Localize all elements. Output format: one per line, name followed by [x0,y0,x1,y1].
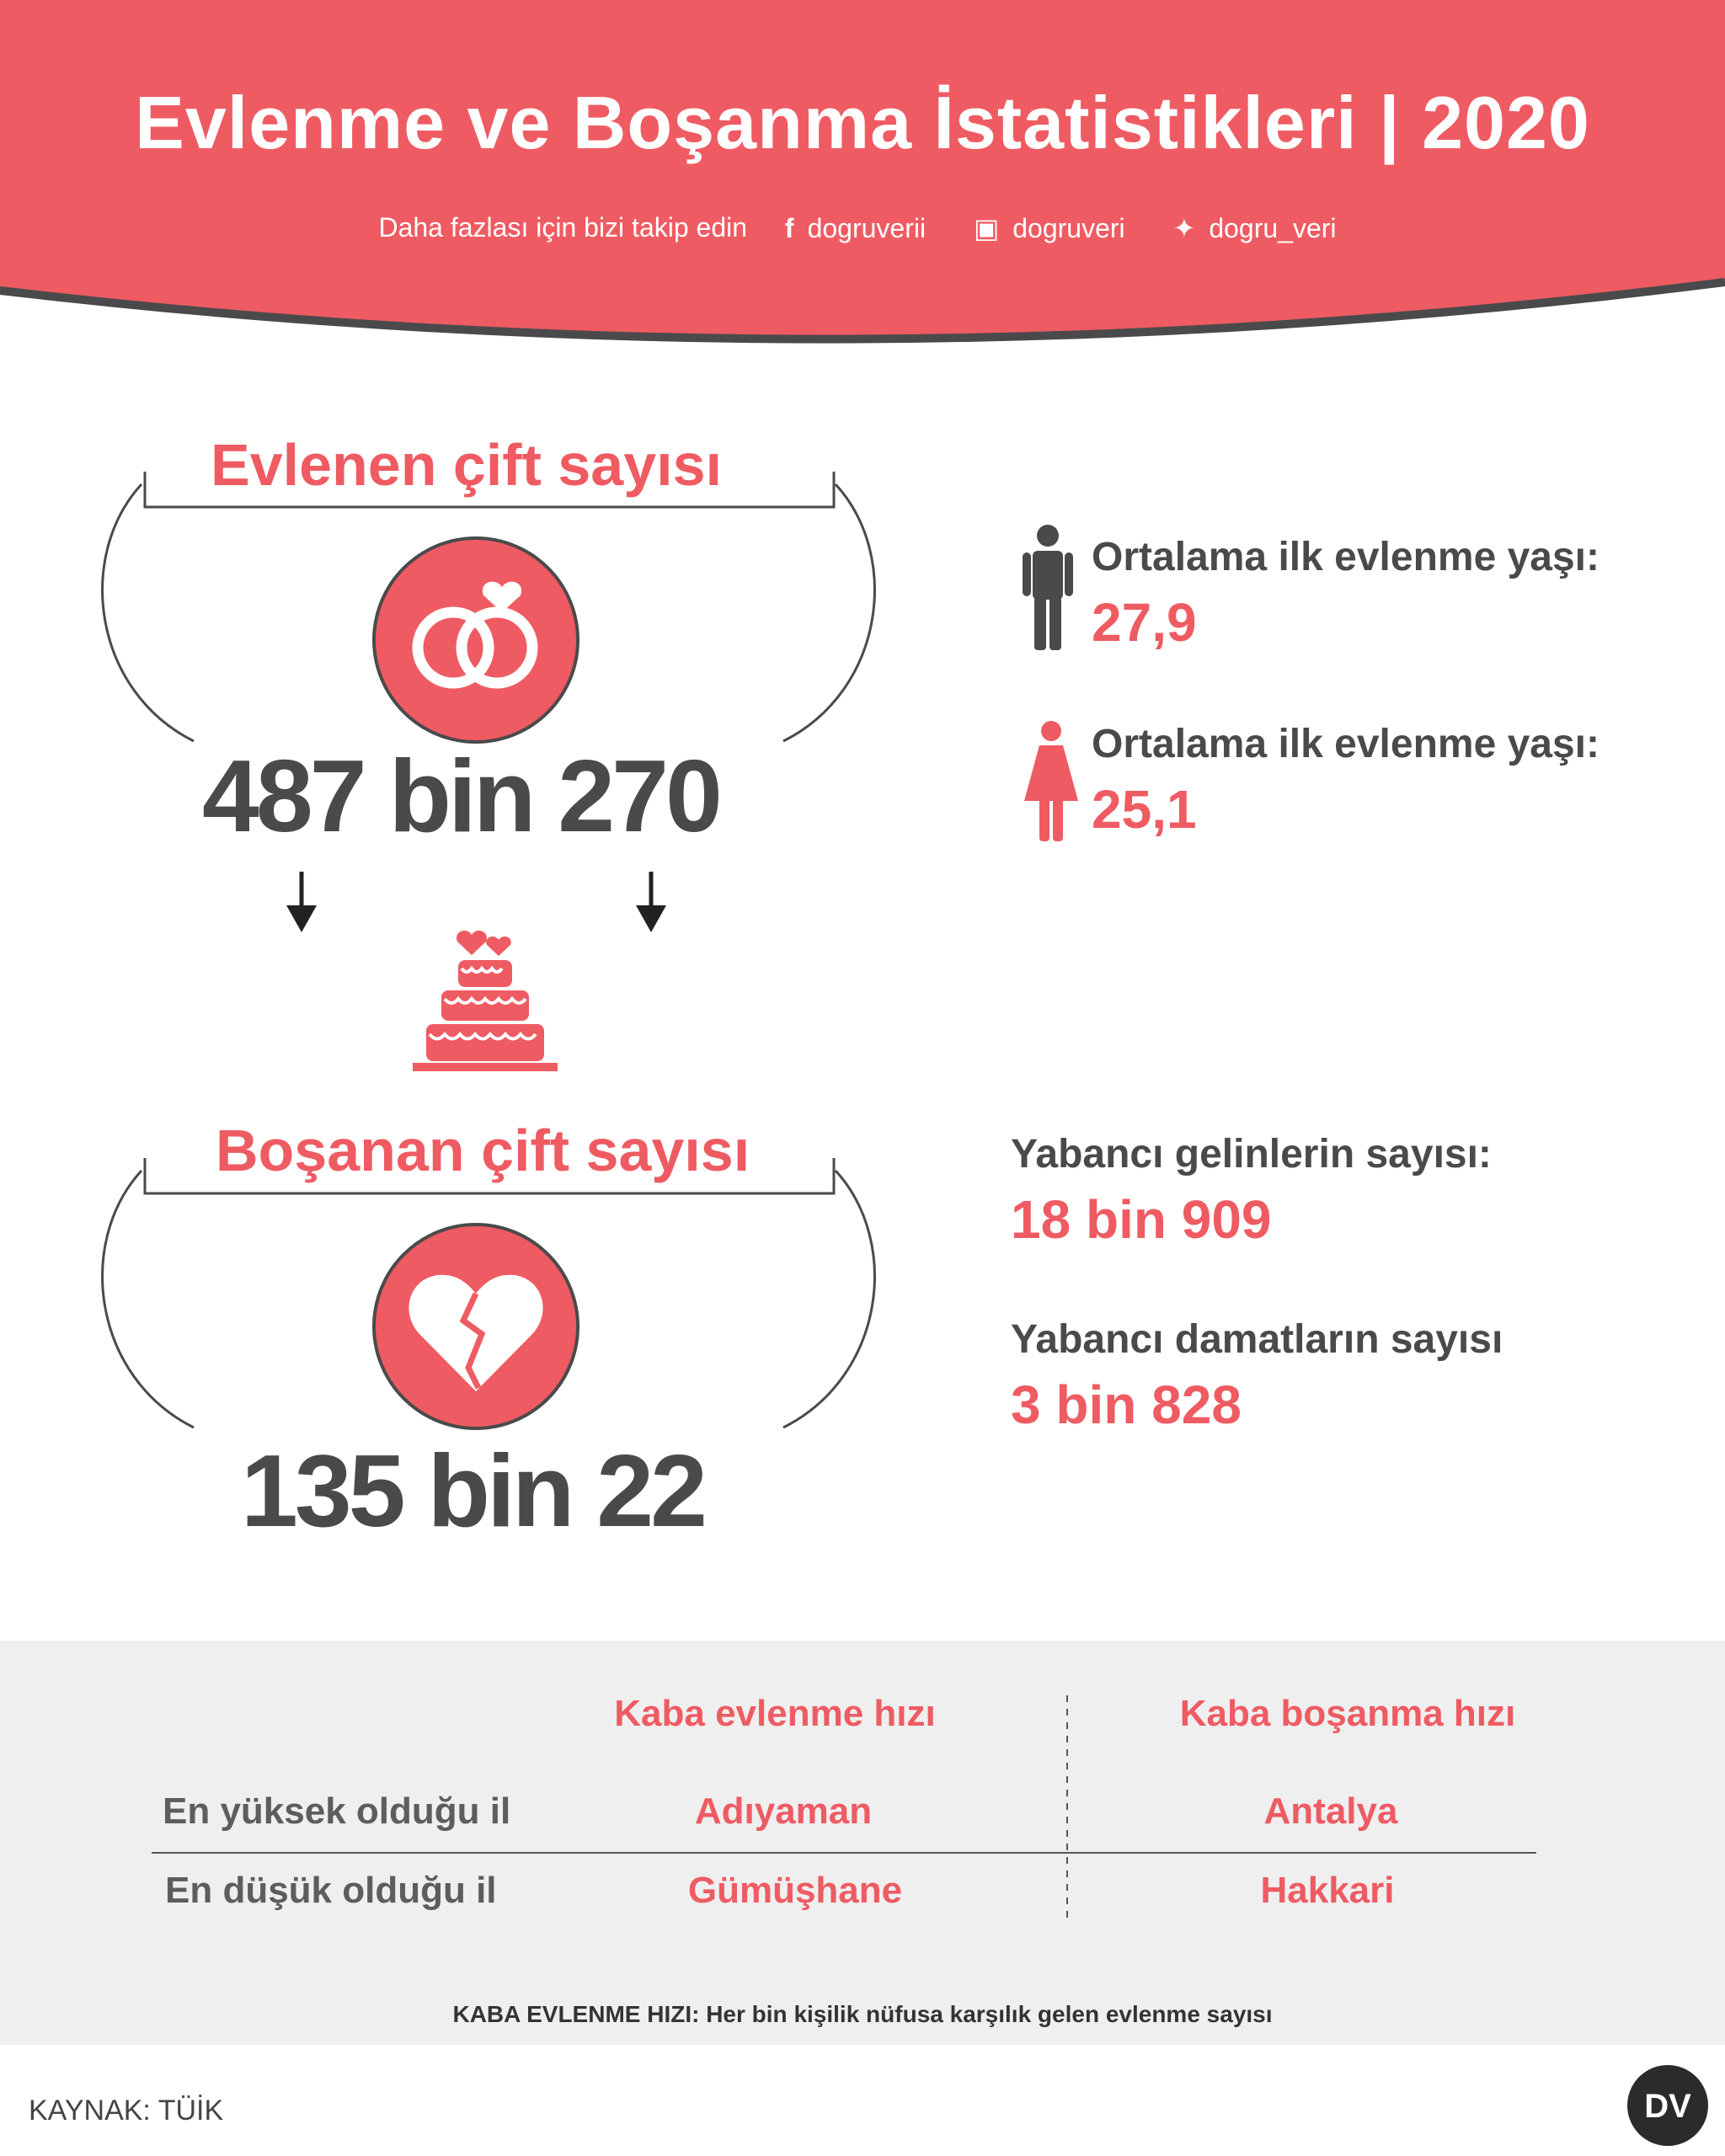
divorce-title: Boşanan çift sayısı [216,1118,750,1183]
logo-text: DV [1644,2088,1691,2125]
wedding-rings-icon [376,540,576,740]
col-header-divorce-rate: Kaba boşanma hızı [1179,1693,1516,1734]
foreign-grooms-label: Yabancı damatların sayısı [1011,1317,1503,1362]
wedding-cake-icon [411,918,559,1078]
instagram-handle: dogruveri [1012,212,1125,243]
header-banner [0,0,1725,371]
cell-highest-divorce: Antalya [1263,1790,1398,1832]
man-icon [1021,524,1075,652]
twitter-handle: dogru_veri [1209,212,1337,243]
social-facebook[interactable] [775,211,936,244]
marriage-count: 487 bin 270 [202,739,719,853]
twitter-icon: ✦ [1172,213,1196,244]
divorce-circle [372,1223,579,1430]
down-arrow-icon [636,872,666,932]
broken-heart-icon [376,1226,576,1427]
cell-lowest-divorce: Hakkari [1260,1870,1395,1911]
foreign-grooms-value: 3 bin 828 [1011,1374,1242,1435]
source-credit: KAYNAK: TÜİK [29,2095,224,2127]
facebook-icon: f [784,213,794,244]
foreign-brides-label: Yabancı gelinlerin sayısı: [1011,1132,1492,1177]
social-twitter[interactable] [1163,211,1347,245]
facebook-handle: dogruverii [807,213,927,244]
woman-icon [1023,720,1080,842]
follow-text: Daha fazlası için bizi takip edin [378,212,748,243]
social-bar [0,211,1725,244]
marriage-circle [372,536,579,744]
female-age-label: Ortalama ilk evlenme yaşı: [1092,722,1599,766]
social-instagram[interactable] [964,211,1135,245]
marriage-title: Evlenen çift sayısı [211,432,722,498]
cell-lowest-marriage: Gümüşhane [687,1870,903,1911]
dogruveri-logo [1626,2063,1710,2148]
row-label-highest: En yüksek olduğu il [163,1790,511,1832]
male-age-label: Ortalama ilk evlenme yaşı: [1092,535,1599,579]
footnote: KABA EVLENME HIZI: Her bin kişilik nüfusa karşılık gelen evlenme sayısı [452,2001,1273,2027]
female-age-value: 25,1 [1092,779,1197,840]
row-label-lowest: En düşük olduğu il [165,1870,497,1911]
cell-highest-marriage: Adıyaman [694,1790,873,1832]
instagram-icon: ▣ [973,213,1000,244]
foreign-brides-value: 18 bin 909 [1011,1189,1272,1250]
divorce-count: 135 bin 22 [241,1433,704,1548]
col-header-marriage-rate: Kaba evlenme hızı [614,1693,936,1734]
male-age-value: 27,9 [1092,592,1197,653]
down-arrow-icon [286,872,317,932]
page-title: Evlenme ve Boşanma İstatistikleri | 2020 [135,81,1590,164]
